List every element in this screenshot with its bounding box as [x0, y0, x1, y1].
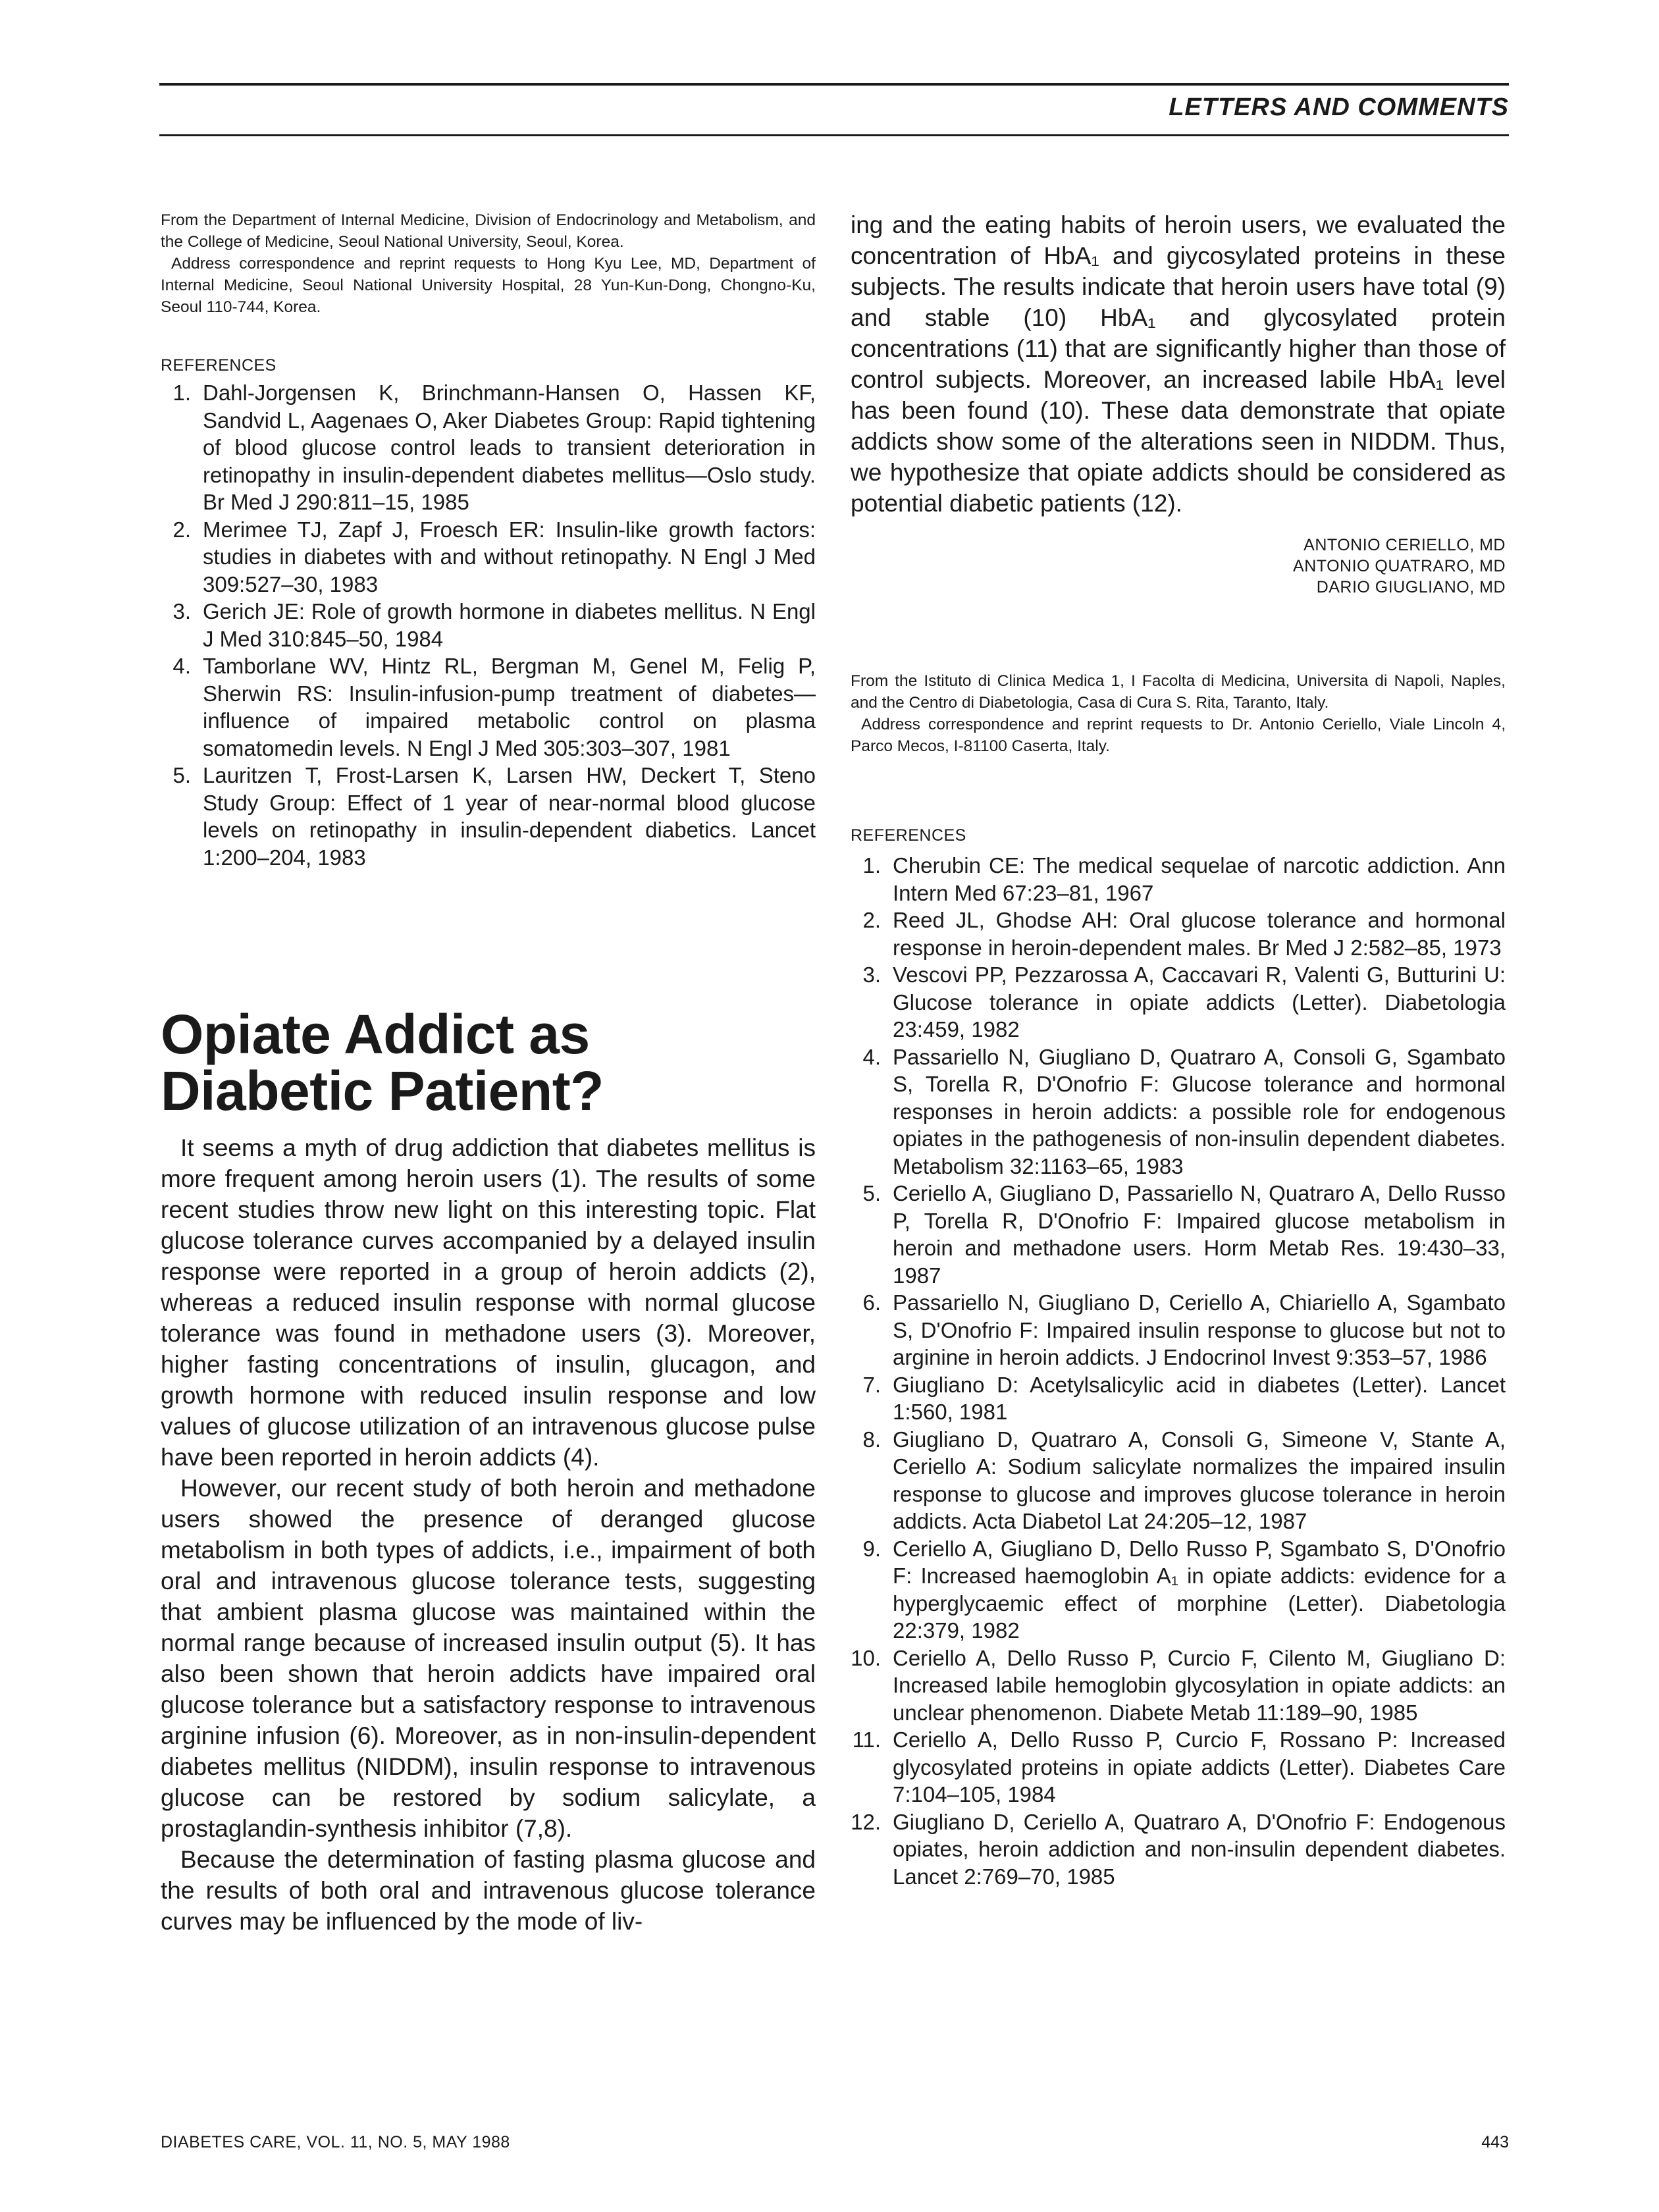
right-references-list: [851, 852, 1506, 1890]
author-name: ANTONIO QUATRARO, MD: [1293, 557, 1506, 575]
journal-citation: DIABETES CARE, VOL. 11, NO. 5, MAY 1988: [161, 2133, 510, 2151]
article-title: Opiate Addict as Diabetic Patient?: [161, 1003, 604, 1122]
author-name: DARIO GIUGLIANO, MD: [1316, 578, 1506, 596]
reference-item: 1. Cherubin CE: The medical sequelae of narcotic addiction. Ann Intern Med 67:23–81, 1967: [862, 853, 1506, 905]
left-references-heading: REFERENCES: [161, 356, 276, 375]
reference-item: 4. Passariello N, Giugliano D, Quatraro A, Consoli G, Sgambato S, Torella R, D'Onofrio F: Glucose tolerance and hormonal responses in heroin addicts: a possible role for endogenous opiates in the pathogenesis of non-insulin dependent diabetes. Metabolism 32:1163–65, 1983: [862, 1044, 1506, 1178]
author-list: [851, 535, 1506, 598]
reference-item: 12. Giugliano D, Ceriello A, Quatraro A, D'Onofrio F: Endogenous opiates, heroin addiction and non-insulin dependent diabetes. Lancet 2:769–70, 1985: [851, 1809, 1506, 1889]
reference-item: 6. Passariello N, Giugliano D, Ceriello A, Chiariello A, Sgambato S, D'Onofrio F: Impaired insulin response to glucose but not to arginine in heroin addicts. J Endocrinol Invest 9:353–57, 1986: [862, 1290, 1506, 1369]
reference-item: 2. Merimee TJ, Zapf J, Froesch ER: Insulin-like growth factors: studies in diabetes with and without retinopathy. N Engl J Med 309:527–30, 1983: [172, 517, 816, 596]
body-paragraph-continued: ing and the eating habits of heroin users, we evaluated the concentration of HbA₁ and giycosylated proteins in these subjects. The results indicate that heroin users have total (9) and stable (10) HbA₁ and glycosylated protein concentrations (11) that are significantly higher than those of control subjects. Moreover, an increased labile HbA₁ level has been found (10). These data demonstrate that opiate addicts show some of the alterations seen in NIDDM. Thus, we hypothesize that opiate addicts should be considered as potential diabetic patients (12).: [851, 211, 1506, 517]
header-rule-top: [159, 83, 1509, 86]
reference-item: 5. Ceriello A, Giugliano D, Passariello N, Quatraro A, Dello Russo P, Torella R, D'Onofrio F: Impaired glucose metabolism in heroin and methadone users. Horm Metab Res. 19:430–33, 1987: [862, 1181, 1506, 1288]
right-affiliation: [851, 670, 1506, 757]
section-label: LETTERS AND COMMENTS: [1169, 93, 1509, 121]
correspondence-line: Address correspondence and reprint requests to Hong Kyu Lee, MD, Department of Internal Medicine, Seoul National University Hospital, 28 Yun-Kun-Dong, Chongno-Ku, Seoul 110-744, Korea.: [161, 255, 816, 316]
correspondence-line: Address correspondence and reprint requests to Dr. Antonio Ceriello, Viale Lincoln 4, Parco Mecos, I-81100 Caserta, Italy.: [851, 716, 1506, 755]
reference-item: 3. Vescovi PP, Pezzarossa A, Caccavari R, Valenti G, Butturini U: Glucose tolerance in opiate addicts (Letter). Diabetologia 23:459, 1982: [862, 962, 1506, 1041]
reference-item: 5. Lauritzen T, Frost-Larsen K, Larsen HW, Deckert T, Steno Study Group: Effect of 1 year of near-normal blood glucose levels on retinopathy in insulin-dependent diabetics. Lancet 1:200–204, 1983: [172, 763, 816, 870]
right-column: [851, 209, 1506, 1890]
author-name: ANTONIO CERIELLO, MD: [1304, 536, 1506, 554]
reference-item: 4. Tamborlane WV, Hintz RL, Bergman M, Genel M, Felig P, Sherwin RS: Insulin-infusion-pump treatment of diabetes—influence of impaired metabolic control on plasma somatomedin levels. N Engl J Med 305:303–307, 1981: [172, 654, 816, 760]
reference-item: 3. Gerich JE: Role of growth hormone in diabetes mellitus. N Engl J Med 310:845–50, 1984: [172, 599, 816, 651]
header-rule-bottom: [159, 134, 1509, 136]
body-paragraph: However, our recent study of both heroin and methadone users showed the presence of deranged glucose metabolism in both types of addicts, i.e., impairment of both oral and intravenous glucose tolerance tests, suggesting that ambient plasma glucose was maintained within the normal range because of increased insulin output (5). It has also been shown that heroin addicts have impaired oral glucose tolerance but a satisfactory response to intravenous arginine infusion (6). Moreover, as in non-insulin-dependent diabetes mellitus (NIDDM), insulin response to intravenous glucose can be restored by sodium salicylate, a prostaglandin-synthesis inhibitor (7,8).: [161, 1475, 816, 1842]
left-column: [161, 209, 816, 1937]
article-body-right: [851, 209, 1506, 519]
reference-item: 1. Dahl-Jorgensen K, Brinchmann-Hansen O, Hassen KF, Sandvid L, Aagenaes O, Aker Diabetes Group: Rapid tightening of blood glucose control leads to transient deterioration in retinopathy in insulin-dependent diabetes mellitus—Oslo study. Br Med J 290:811–15, 1985: [172, 381, 816, 514]
reference-item: 7. Giugliano D: Acetylsalicylic acid in diabetes (Letter). Lancet 1:560, 1981: [862, 1372, 1506, 1424]
left-references-list: [161, 379, 816, 871]
affiliation-line: From the Department of Internal Medicine, Division of Endocrinology and Metabolism, and the College of Medicine, Seoul National University, Seoul, Korea.: [161, 211, 816, 251]
article-body-left: [161, 1132, 816, 1937]
reference-item: 11. Ceriello A, Dello Russo P, Curcio F, Rossano P: Increased glycosylated proteins in opiate addicts (Letter). Diabetes Care 7:104–105, 1984: [852, 1727, 1506, 1806]
reference-item: 10. Ceriello A, Dello Russo P, Curcio F, Cilento M, Giugliano D: Increased labile hemoglobin glycosylation in opiate addicts: an unclear phenomenon. Diabete Metab 11:189–90, 1985: [851, 1645, 1506, 1725]
left-affiliation: [161, 209, 816, 318]
reference-item: 2. Reed JL, Ghodse AH: Oral glucose tolerance and hormonal response in heroin-dependent males. Br Med J 2:582–85, 1973: [862, 908, 1506, 960]
affiliation-line: From the Istituto di Clinica Medica 1, I Facolta di Medicina, Universita di Napoli, Naples, and the Centro di Diabetologia, Casa di Cura S. Rita, Taranto, Italy.: [851, 672, 1506, 712]
right-references-heading: REFERENCES: [851, 826, 966, 845]
reference-item: 9. Ceriello A, Giugliano D, Dello Russo P, Sgambato S, D'Onofrio F: Increased haemoglobin A₁ in opiate addicts: evidence for a hyperglycaemic effect of morphine (Letter). Diabetologia 22:379, 1982: [862, 1536, 1506, 1643]
page-number: 443: [1481, 2133, 1509, 2151]
body-paragraph: It seems a myth of drug addiction that diabetes mellitus is more frequent among heroin users (1). The results of some recent studies throw new light on this interesting topic. Flat glucose tolerance curves accompanied by a delayed insulin response were reported in a group of heroin addicts (2), whereas a reduced insulin response with normal glucose tolerance was found in methadone users (3). Moreover, higher fasting concentrations of insulin, glucagon, and growth hormone with reduced insulin response and low values of glucose utilization of an intravenous glucose pulse have been reported in heroin addicts (4).: [161, 1134, 816, 1471]
body-paragraph: Because the determination of fasting plasma glucose and the results of both oral and intravenous glucose tolerance curves may be influenced by the mode of liv-: [161, 1846, 816, 1935]
reference-item: 8. Giugliano D, Quatraro A, Consoli G, Simeone V, Stante A, Ceriello A: Sodium salicylate normalizes the impaired insulin response to glucose and improves glucose tolerance in heroin addicts. Acta Diabetol Lat 24:205–12, 1987: [862, 1427, 1506, 1533]
